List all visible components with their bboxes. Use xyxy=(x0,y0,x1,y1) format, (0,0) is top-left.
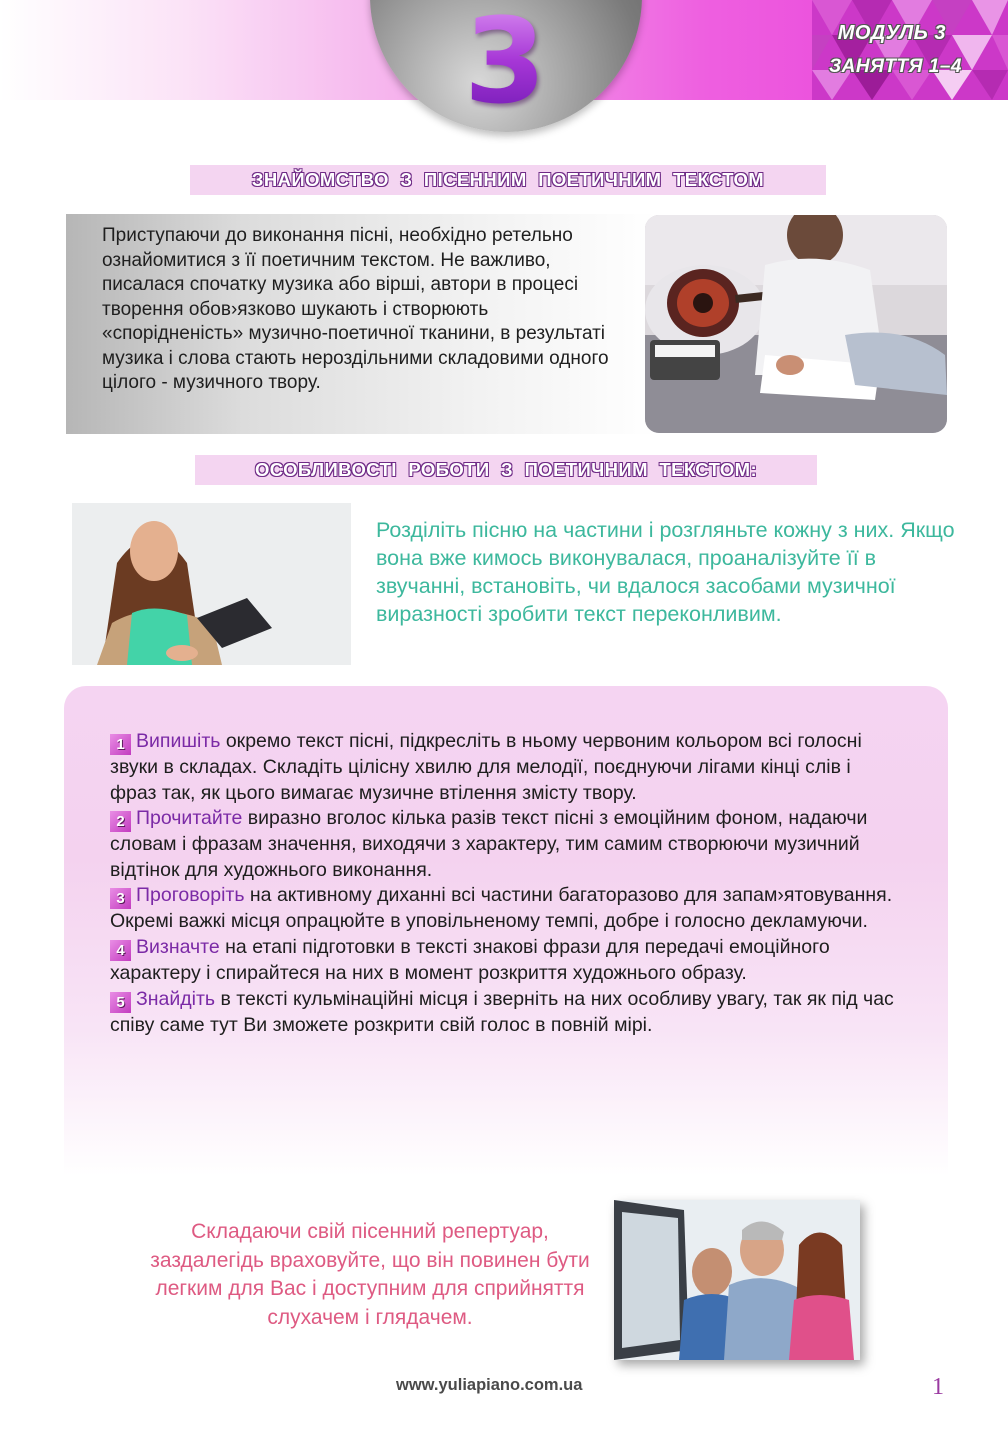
step-number-badge: 4 xyxy=(110,940,131,961)
step-text: на етапі підготовки в тексті знакові фрази для передачі емоційного характеру і спирайтеся на них в момент розкриття художнього образу. xyxy=(110,935,830,984)
header-triangle-pattern xyxy=(812,0,1008,100)
section-title-work-features: ОСОБЛИВОСТІ РОБОТИ З ПОЕТИЧНИМ ТЕКСТОМ: xyxy=(195,455,817,485)
step-item xyxy=(110,987,900,1039)
step-text: виразно вголос кілька разів текст пісні з емоційним фоном, надаючи словам і фразам значення, виходячи з характеру, тим самим створюючи музичний відтінок для художнього виконання. xyxy=(110,807,868,881)
step-verb: Прочитайте xyxy=(136,807,243,830)
step-item xyxy=(110,806,900,883)
woman-with-book-photo xyxy=(72,503,351,665)
chapter-number: 3 xyxy=(455,0,555,130)
steps-list xyxy=(110,729,900,1038)
step-verb: Проговоріть xyxy=(136,884,245,907)
analysis-paragraph: Розділіть пісню на частини і розгляньте кожну з них. Якщо вона вже кимось виконувалася, проаналізуйте її в звучанні, встановіть, чи вдалося засобами музичної виразності зробити текст переконливим. xyxy=(376,518,955,626)
repertoire-note: Складаючи свій пісенний репертуар, заздалегідь враховуйте, що він повинен бути легким для Вас і доступним для сприйняття слухачем і глядачем. xyxy=(150,1220,590,1329)
step-text: окремо текст пісні, підкресліть в ньому червоним кольором всі голосні звуки в складах. Складіть цілісну хвилю для мелодії, поєднуючи лігами кінці слів і фраз так, як цього вимагає музичне втілення змісту твору. xyxy=(110,730,862,804)
step-verb: Випишіть xyxy=(136,730,221,752)
step-text: в тексті кульмінаційні місця і зверніть на них особливу увагу, так як під час співу саме тут Ви зможете розкрити свій голос в повній мірі. xyxy=(110,987,894,1036)
step-item xyxy=(110,729,900,806)
section-title-poetic-text: ЗНАЙОМСТВО З ПІСЕННИМ ПОЕТИЧНИМ ТЕКСТОМ xyxy=(190,165,826,195)
step-number-badge: 3 xyxy=(110,888,131,909)
guitarist-photo xyxy=(645,215,947,433)
step-item xyxy=(110,935,900,987)
step-verb: Знайдіть xyxy=(136,987,216,1010)
step-verb: Визначте xyxy=(136,935,220,958)
step-number-badge: 1 xyxy=(110,734,131,755)
step-item xyxy=(110,883,900,935)
step-number-badge: 2 xyxy=(110,811,131,832)
page-number: 1 xyxy=(932,1374,944,1400)
step-text: на активному диханні всі частини багаторазово для запам›ятовування. Окремі важкі місця опрацюйте в уповільненому темпі, добре і голосно декламуючи. xyxy=(110,884,893,933)
intro-paragraph: Приступаючи до виконання пісні, необхідно ретельно ознайомитися з її поетичним текстом. Не важливо, писалася спочатку музика або вірші, автори в процесі творення обов›язково шукають і створюють «спорідненість» музично-поетичної тканини, в результаті музика і слова стають нероздільними складовими одного цілого - музичного твору. xyxy=(102,225,609,393)
module-label: МОДУЛЬ 3 xyxy=(837,22,946,44)
group-at-computer-photo xyxy=(614,1200,860,1360)
lesson-label: ЗАНЯТТЯ 1–4 xyxy=(828,56,962,77)
footer-website-link[interactable]: www.yuliapiano.com.ua xyxy=(396,1376,583,1394)
step-number-badge: 5 xyxy=(110,992,131,1013)
